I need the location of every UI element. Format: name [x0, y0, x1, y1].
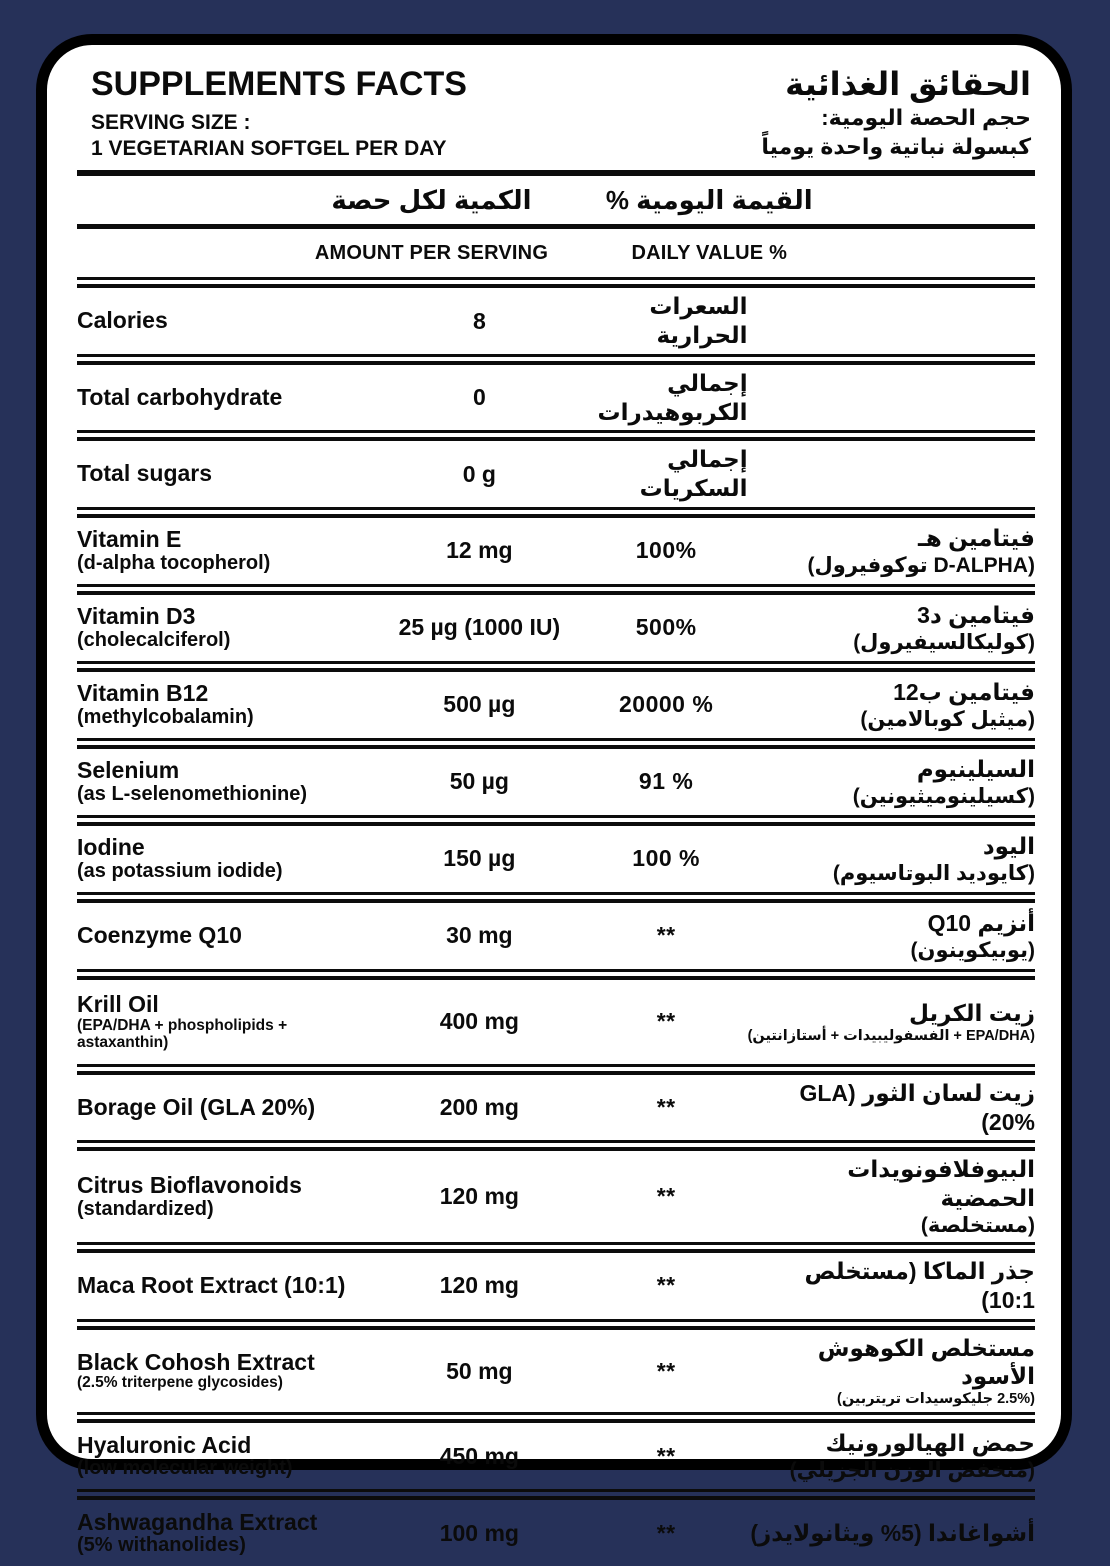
nutrient-name-arabic — [748, 1151, 1035, 1242]
nutrient-name-ar: اليود — [982, 832, 1035, 859]
nutrient-name-english — [77, 1169, 374, 1224]
nutrient-name-detail: (5% withanolides) — [77, 1534, 246, 1557]
nutrient-name-detail-ar: (D-ALPHA توكوفيرول) — [807, 553, 1035, 577]
amount-per-serving-value: 400 mg — [439, 1008, 519, 1035]
nutrient-name-arabic — [748, 674, 1035, 736]
nutrient-name-english — [77, 1506, 374, 1561]
table-row — [77, 1500, 1035, 1566]
row-separator — [77, 1140, 1035, 1151]
nutrient-name: Vitamin E — [77, 526, 182, 553]
table-row — [77, 595, 1035, 661]
amount-per-serving-value: 100 mg — [439, 1519, 519, 1546]
table-top-separator — [77, 277, 1035, 288]
row-separator — [77, 584, 1035, 595]
nutrient-name-arabic — [748, 1075, 1035, 1141]
nutrient-name: Total sugars — [77, 460, 213, 487]
row-separator — [77, 738, 1035, 749]
table-row — [77, 1151, 1035, 1242]
row-separator — [77, 1242, 1035, 1253]
nutrient-name-ar: جذر الماكا (مستخلص 10:1) — [804, 1258, 1035, 1313]
label-header — [77, 61, 1035, 161]
daily-value-percent: 100% — [635, 537, 697, 564]
nutrient-name-detail: (as L-selenomethionine) — [77, 782, 308, 805]
nutrient-name-ar: السيلينيوم — [916, 755, 1035, 782]
nutrient-name-ar: السعرات الحرارية — [649, 293, 748, 349]
table-row — [77, 1253, 1035, 1319]
table-row — [77, 903, 1035, 969]
nutrient-name: Iodine — [77, 834, 145, 861]
nutrient-name-arabic — [585, 441, 748, 507]
nutrient-name: Selenium — [77, 757, 180, 784]
nutrient-name-english — [77, 523, 374, 578]
table-row — [77, 441, 1035, 507]
amount-per-serving-value: 450 mg — [439, 1442, 519, 1469]
table-row — [77, 980, 1035, 1064]
amount-per-serving-value: 120 mg — [439, 1272, 519, 1299]
nutrient-name-detail-ar: (يوبيكوينون) — [910, 938, 1035, 962]
nutrient-name: Total carbohydrate — [77, 383, 283, 410]
daily-value-percent: 100 % — [632, 845, 700, 872]
daily-value-percent: ** — [656, 1357, 676, 1384]
nutrient-name-detail-ar: (ميثيل كوبالامين) — [860, 707, 1035, 731]
row-separator — [77, 1489, 1035, 1500]
row-separator — [77, 1412, 1035, 1423]
nutrient-name-english — [77, 1429, 374, 1484]
amount-per-serving-value: 25 µg (1000 IU) — [398, 614, 561, 641]
column-headers-english — [77, 229, 1035, 277]
serving-size-label-arabic: حجم الحصة اليومية: — [821, 105, 1031, 131]
nutrient-name-detail: (low molecular weight) — [77, 1457, 293, 1480]
daily-value-percent: ** — [656, 922, 676, 949]
row-separator — [77, 892, 1035, 903]
nutrient-name-arabic — [748, 597, 1035, 659]
nutrient-name-english — [77, 600, 374, 655]
nutrient-name-arabic — [748, 995, 1035, 1049]
title-english: SUPPLEMENTS FACTS — [91, 65, 467, 103]
row-separator — [77, 815, 1035, 826]
supplement-facts-label — [36, 34, 1072, 1557]
row-separator — [77, 1064, 1035, 1075]
nutrient-name-english — [77, 754, 374, 809]
nutrient-name-detail: (2.5% triterpene glycosides) — [77, 1374, 283, 1392]
nutrient-name-detail: (EPA/DHA + phospholipids + astaxanthin) — [77, 1016, 288, 1051]
nutrient-name-arabic — [748, 1330, 1035, 1413]
daily-value-percent: 500% — [635, 614, 697, 641]
nutrient-name: Calories — [77, 307, 168, 334]
daily-value-percent: ** — [656, 1094, 676, 1121]
daily-value-percent: ** — [656, 1272, 676, 1299]
nutrient-name-arabic — [748, 1515, 1035, 1552]
nutrient-name-english — [77, 1346, 374, 1396]
nutrient-name-english — [77, 919, 374, 952]
nutrient-name: Black Cohosh Extract — [77, 1348, 315, 1375]
nutrient-name: Ashwagandha Extract — [77, 1509, 318, 1535]
nutrient-name: Krill Oil — [77, 991, 159, 1018]
nutrient-name-ar: مستخلص الكوهوش الأسود — [817, 1334, 1035, 1390]
table-row — [77, 1075, 1035, 1141]
nutrient-name-english — [77, 1091, 374, 1124]
nutrient-name-ar: حمض الهيالورونيك — [825, 1430, 1035, 1457]
nutrient-name-ar: إجمالي السكريات — [639, 446, 748, 502]
nutrient-name-ar: البيوفلافونويدات الحمضية — [847, 1156, 1035, 1212]
nutrient-name-english — [77, 988, 374, 1055]
nutrient-name-arabic — [748, 1253, 1035, 1319]
nutrient-name: Hyaluronic Acid — [77, 1432, 252, 1458]
nutrient-name-ar: أنزيم Q10 — [927, 909, 1035, 936]
nutrient-name-ar: إجمالي الكربوهيدرات — [597, 369, 748, 425]
daily-value-percent: ** — [656, 1442, 676, 1469]
table-row — [77, 288, 1035, 354]
nutrient-name-detail-ar: (كسيلينوميثيونين) — [852, 784, 1035, 808]
nutrient-name: Borage Oil (GLA 20%) — [77, 1093, 316, 1120]
row-separator — [77, 969, 1035, 980]
nutrient-name-detail: (as potassium iodide) — [77, 859, 283, 882]
amount-column-header-arabic: الكمية لكل حصة — [331, 184, 532, 215]
table-row — [77, 518, 1035, 584]
nutrient-name-detail: (d-alpha tocopherol) — [77, 551, 271, 574]
nutrient-name-arabic — [748, 520, 1035, 582]
nutrient-name-detail-ar: (كايوديد البوتاسيوم) — [832, 861, 1035, 885]
nutrient-name-ar: أشواغاندا (5% ويثانولايدز) — [750, 1520, 1035, 1547]
table-row — [77, 826, 1035, 892]
nutrient-name-arabic — [748, 1425, 1035, 1487]
rows — [77, 288, 1035, 1566]
daily-value-column-header-arabic: القيمة اليومية % — [605, 184, 813, 215]
nutrient-name: Vitamin D3 — [77, 603, 196, 630]
amount-per-serving-value: 8 — [472, 307, 486, 334]
nutrient-name-english — [77, 831, 374, 886]
nutrient-name: Vitamin B12 — [77, 680, 209, 707]
nutrient-name-ar: زيت الكريل — [908, 999, 1035, 1026]
nutrient-name-detail: (cholecalciferol) — [77, 628, 231, 651]
row-separator — [77, 661, 1035, 672]
nutrient-name-ar: فيتامين ب12 — [893, 678, 1035, 705]
nutrient-name-english — [77, 457, 374, 490]
header-english — [91, 67, 467, 161]
nutrient-name: Coenzyme Q10 — [77, 922, 242, 949]
nutrient-name: Citrus Bioflavonoids — [77, 1172, 302, 1199]
serving-size-value-arabic: كبسولة نباتية واحدة يومياً — [761, 133, 1031, 159]
amount-per-serving-value: 500 µg — [443, 691, 516, 718]
nutrient-name-arabic — [748, 905, 1035, 967]
nutrient-name-english — [77, 1269, 374, 1302]
nutrient-name-detail: (standardized) — [77, 1197, 214, 1220]
nutrient-name-detail-ar: (منخفض الوزن الجزيلي) — [789, 1459, 1035, 1483]
daily-value-percent: ** — [656, 1183, 676, 1210]
amount-per-serving-value: 120 mg — [439, 1183, 519, 1210]
nutrient-name-arabic — [748, 828, 1035, 890]
amount-column-header-english: AMOUNT PER SERVING — [314, 241, 549, 264]
table-row — [77, 1423, 1035, 1489]
nutrient-name-arabic — [585, 365, 748, 431]
nutrient-name-ar: فيتامين د3 — [917, 601, 1035, 628]
amount-per-serving-value: 150 µg — [443, 845, 516, 872]
nutrient-name-ar: زيت لسان الثور (GLA 20%) — [799, 1079, 1035, 1135]
daily-value-percent: ** — [656, 1519, 676, 1546]
row-separator — [77, 1319, 1035, 1330]
amount-per-serving-value: 30 mg — [446, 922, 513, 949]
nutrient-name-detail: (methylcobalamin) — [77, 705, 254, 728]
row-separator — [77, 507, 1035, 518]
nutrient-name-arabic — [748, 751, 1035, 813]
table-row — [77, 749, 1035, 815]
table-row — [77, 365, 1035, 431]
amount-per-serving-value: 50 µg — [449, 768, 509, 795]
nutrient-name-english — [77, 677, 374, 732]
nutrient-name-detail-ar: (مستخلصة) — [920, 1213, 1035, 1237]
nutrient-name: Maca Root Extract (10:1) — [77, 1272, 346, 1299]
table-row — [77, 672, 1035, 738]
nutrient-name-english — [77, 304, 374, 337]
serving-size-value-english: 1 VEGETARIAN SOFTGEL PER DAY — [91, 136, 447, 160]
header-arabic — [761, 67, 1031, 161]
nutrient-name-arabic — [585, 288, 748, 354]
serving-size-label-english: SERVING SIZE : — [91, 110, 251, 134]
amount-per-serving-value: 12 mg — [446, 537, 513, 564]
daily-value-percent: 20000 % — [618, 691, 714, 718]
nutrient-name-detail-ar: (كوليكالسيفيرول) — [853, 630, 1035, 654]
nutrient-name-english — [77, 381, 374, 414]
nutrient-name-detail-ar: (2.5% جليكوسيدات تريتربين) — [837, 1391, 1035, 1408]
daily-value-column-header-english: DAILY VALUE % — [631, 241, 788, 264]
daily-value-percent: 91 % — [638, 768, 694, 795]
row-separator — [77, 430, 1035, 441]
daily-value-percent: ** — [656, 1008, 676, 1035]
amount-per-serving-value: 0 g — [462, 460, 496, 487]
nutrient-name-ar: فيتامين هـ — [917, 524, 1035, 551]
amount-per-serving-value: 200 mg — [439, 1094, 519, 1121]
table-row — [77, 1330, 1035, 1413]
title-arabic: الحقائق الغذائية — [785, 66, 1031, 102]
column-headers-arabic — [77, 176, 1035, 224]
nutrient-name-detail-ar: (EPA/DHA + الفسفوليبيدات + أستازانتين) — [747, 1027, 1035, 1044]
row-separator — [77, 354, 1035, 365]
amount-per-serving-value: 0 — [472, 384, 486, 411]
amount-per-serving-value: 50 mg — [446, 1357, 513, 1384]
